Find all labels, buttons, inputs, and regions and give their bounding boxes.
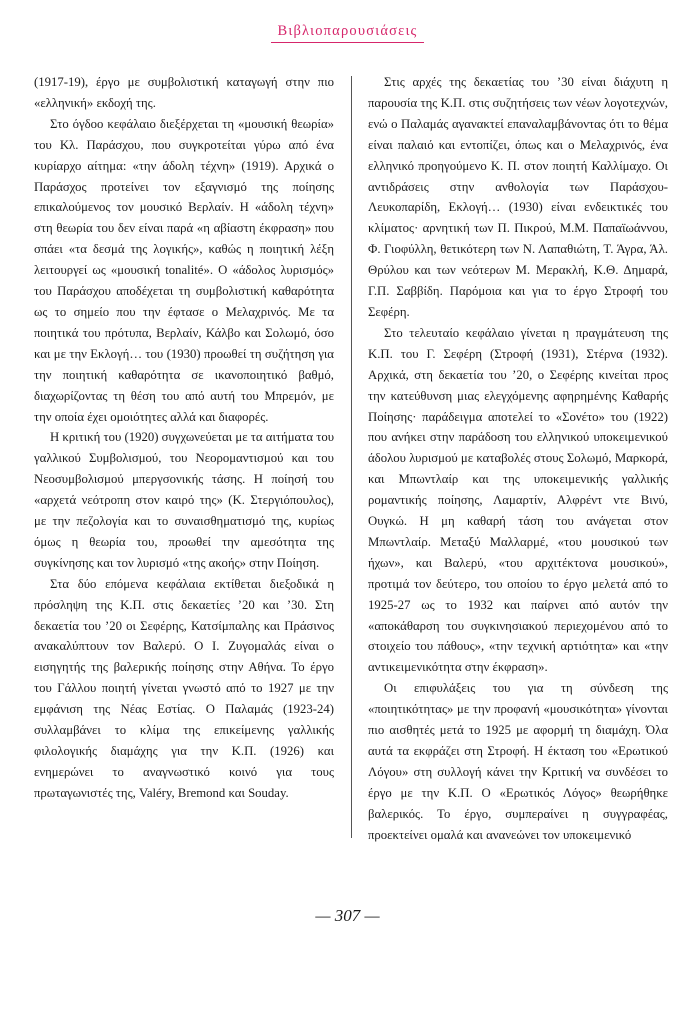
running-header [0, 22, 695, 43]
paragraph: (1917-19), έργο με συμβολιστική καταγωγή στην πιο «ελληνική» εκδοχή της. [34, 75, 334, 110]
paragraph: Στο τελευταίο κεφάλαιο γίνεται η πραγμάτευση της Κ.Π. του Γ. Σεφέρη (Στροφή (1931), Στέρνα (1932). Αρχικά, στη δεκαετία του ’20, ο Σεφέρης κινείται προς την κατεύθυνση μιας ελεγχόμενης αφηρημένης Καθαρής Ποίησης· παράδειγμα αποτελεί το «Σονέτο» του (1922) που ανήκει στην παράδοση του ελληνικού υποκειμενικού άδολου λυρισμού με καταβολές στους Σολωμό, Μαρκορά, και Μπωντλαίρ και της υποκειμενικής γαλλικής ρομαντικής ποίησης, Λαμαρτίν, Αλφρέντ ντε Βινύ, Ουγκώ. Η μη καθαρή τάση του ανάγεται στον Μπωντλαίρ. Μεταξύ Μαλλαρμέ, «του μουσικού των ήχων», και Βαλερύ, «του αρχιτέκτονα μουσικού», προτιμά τον δεύτερο, του οποίου το έργο μελετά από το 1925-27 ως το 1932 και παίρνει από αυτόν την «αποκάθαρση του συγκινησιακού περιεχομένου από το στοιχείο του πάθους», «την τεχνική αρτιότητα» και «την αντικειμενικότητα στην έκφραση». [368, 325, 668, 675]
right-column [368, 72, 668, 846]
paragraph: Στα δύο επόμενα κεφάλαια εκτίθεται διεξοδικά η πρόσληψη της Κ.Π. στις δεκαετίες ’20 και ’30. Στη δεκαετία του ’20 οι Σεφέρης, Κατσίμπαλης και Πράσινος ανακαλύπτουν τον Βαλερύ. Ο Ι. Ζυγομαλάς είναι ο εισηγητής της βαλερικής ποίησης στην Αθήνα. Το έργο του Γάλλου ποιητή γίνεται γνωστό από το 1927 με την εμφάνιση της Νέας Εστίας. Ο Παλαμάς (1923-24) συλλαμβάνει το κλίμα της επικείμενης γαλλικής φιλολογικής διαμάχης για την Κ.Π. (1926) και ενημερώνει το αναγνωστικό κοινό για τους πρωταγωνιστές της, Valéry, Bremond και Souday. [34, 576, 334, 800]
page-number: — 307 — [315, 906, 380, 925]
section-title: Βιβλιοπαρουσιάσεις [271, 23, 423, 43]
left-column [34, 72, 334, 804]
column-divider [351, 76, 352, 838]
paragraph: Στο όγδοο κεφάλαιο διεξέρχεται τη «μουσική θεωρία» του Κλ. Παράσχου, που συγκροτείται γύρω από ένα κυρίαρχο αίτημα: «την άδολη τέχνη» (1919). Αρχικά ο Παράσχος προτείνει τον εξαγνισμό της ποίησης επικαλούμενος τον μουσικό Βερλαίν. Η «άδολη τέχνη» στη θεωρία του δεν είναι παρά «η αβίαστη έκφραση» που σπάει «τα δεσμά της λογικής», καθώς η ποιητική λέξη λειτουργεί ως «μουσική tonalité». Ο «άδολος λυρισμός» του Παράσχου αποδέχεται τη συμβολιστική καθαρότητα ως το σημείο που την έφτασε ο Μελαχρινός. Με τα ποιητικά του πρότυπα, Βερλαίν, Κάλβο και Σολωμό, όσο και με την Εκλογή… του (1930) προωθεί τη συζήτηση για την ποιητική καθαρότητα σε ικανοποιητικό βαθμό, διαχωρίζοντας τη θέση του από αυτή του Μπρεμόν, με την οποία έχει ομοιότητες αλλά και διαφορές. [34, 116, 334, 424]
paragraph: Οι επιφυλάξεις του για τη σύνδεση της «ποιητικότητας» με την προφανή «μουσικότητα» γίνονται πιο αισθητές μετά το 1925 με αφορμή τη διαμάχη. Όλα αυτά τα εκφράζει στη Στροφή. Η έκταση του «Ερωτικού Λόγου» στη συλλογή κάνει την Κριτική να συνδέσει το έργο με την Κ.Π. Ο «Ερωτικός Λόγος» θεωρήθηκε βαλερικός. Το έργο, συμπεραίνει η συγγραφέας, προεκτείνει ομαλά και ανανεώνει τον υποκειμενικό [368, 681, 668, 842]
paragraph: Η κριτική του (1920) συγχωνεύεται με τα αιτήματα του γαλλικού Συμβολισμού, του Νεορομαντισμού και του Νεοσυμβολισμού μπεργσονικής τάσης. Η ποίησή του «αρχετά νεότροπη στον καιρό της» (Κ. Στεργιόπουλος), με την πεζολογία και το συναισθηματισμό της, κυρίως όμως η θεωρία του, προωθεί την αμεσότητα της συγκίνησης και τον λυρισμό «της ακοής» στην Ποίηση. [34, 430, 335, 570]
paragraph: Στις αρχές της δεκαετίας του ’30 είναι διάχυτη η παρουσία της Κ.Π. στις συζητήσεις των νέων λογοτεχνών, ενώ ο Παλαμάς αγανακτεί επαναλαμβάνοντας ότι το θέμα είναι παλαιό και εντοπίζει, όπως και ο Μελαχρινός, ένα ελληνικό προηγούμενο Κ. Π. στον ποιητή Καλλίμαχο. Οι αντιδράσεις στην ανθολογία των Παράσχου-Λευκοπαρίδη, Εκλογή… (1930) είναι ενδεικτικές του κλίματος· αρνητική των Π. Πικρού, Μ.Μ. Παπαϊωάννου, Φ. Γιοφύλλη, θετικότερη των Ν. Λαπαθιώτη, Τ. Άγρα, Άλ. Θρύλου και των νεότερων Μ. Μερακλή, Κ.Θ. Δημαρά, Γ.Π. Σαββίδη. Παρόμοια και για το έργο Στροφή του Σεφέρη. [368, 75, 668, 319]
text-columns [34, 72, 668, 847]
